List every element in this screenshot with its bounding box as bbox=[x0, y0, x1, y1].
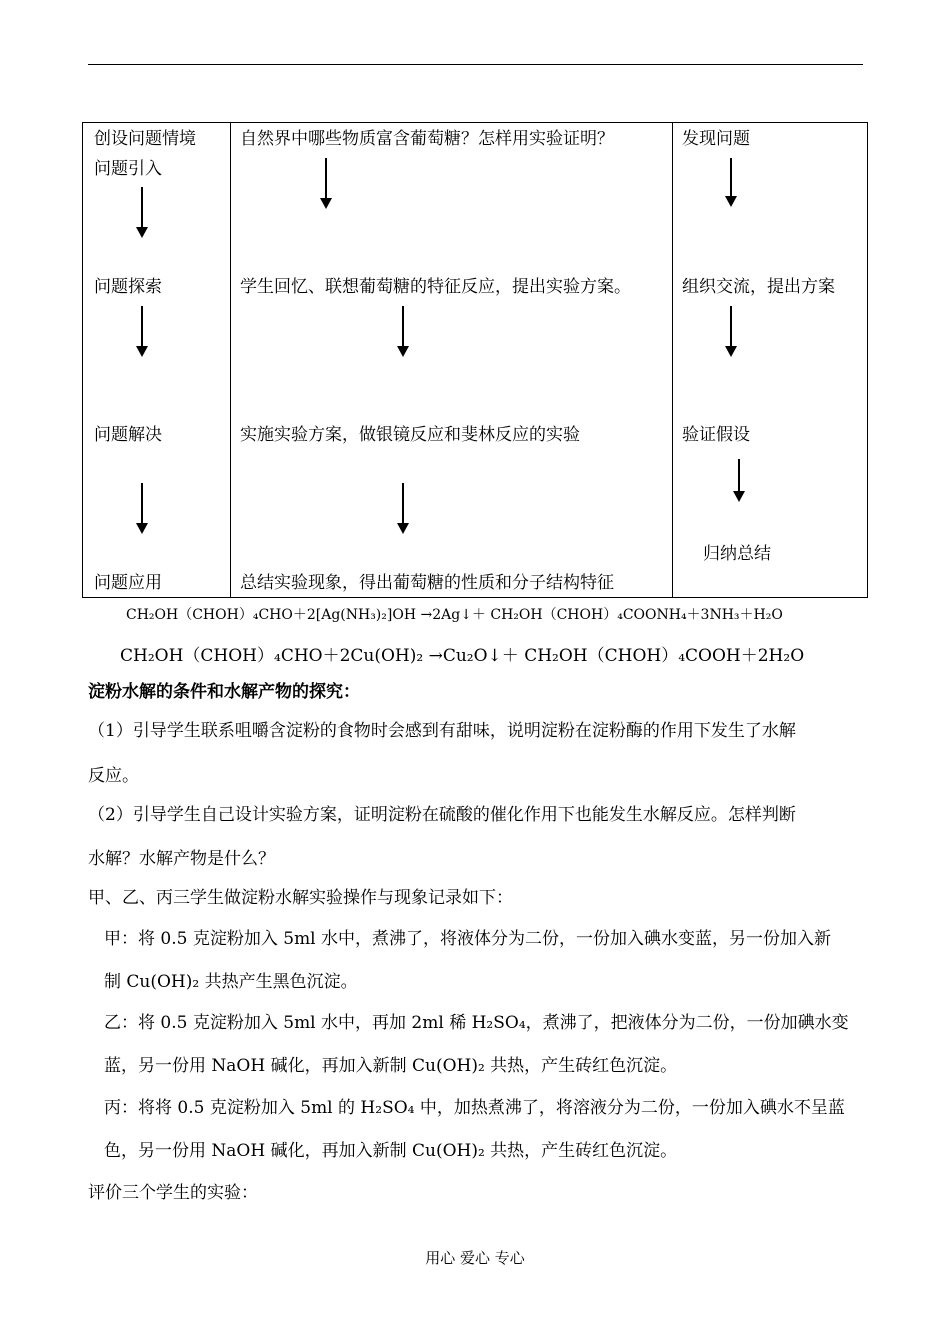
fehling-equation: CH₂OH（CHOH）₄CHO＋2Cu(OH)₂ →Cu₂O↓＋ CH₂OH（CHOH）₄COOH＋2H₂O bbox=[120, 646, 805, 666]
stage-label: 问题应用 bbox=[94, 573, 162, 593]
stage-label: 问题引入 bbox=[94, 159, 162, 179]
paragraph-line: 反应。 bbox=[88, 766, 139, 786]
paragraph-line: （1）引导学生联系咀嚼含淀粉的食物时会感到有甜味，说明淀粉在淀粉酶的作用下发生了水解 bbox=[88, 721, 796, 741]
paragraph-line: 水解？水解产物是什么？ bbox=[88, 849, 275, 869]
page-footer: 用心 爱心 专心 bbox=[425, 1249, 525, 1267]
activity-text: 自然界中哪些物质富含葡萄糖？怎样用实验证明？ bbox=[240, 129, 614, 149]
paragraph-line: 评价三个学生的实验： bbox=[88, 1183, 258, 1203]
activity-text: 学生回忆、联想葡萄糖的特征反应，提出实验方案。 bbox=[240, 277, 631, 297]
experiment-jia: 甲：将 0.5 克淀粉加入 5ml 水中，煮沸了，将液体分为二份，一份加入碘水变蓝，另一份加入新 bbox=[104, 929, 832, 949]
stage-label: 创设问题情境 bbox=[94, 129, 196, 149]
paragraph-line: （2）引导学生自己设计实验方案，证明淀粉在硫酸的催化作用下也能发生水解反应。怎样判断 bbox=[88, 805, 796, 825]
flowchart-table bbox=[82, 122, 868, 598]
purpose-text: 归纳总结 bbox=[703, 544, 771, 564]
purpose-text: 验证假设 bbox=[682, 425, 750, 445]
column-divider bbox=[672, 123, 673, 597]
section-heading: 淀粉水解的条件和水解产物的探究： bbox=[88, 682, 360, 702]
paragraph-line: 甲、乙、丙三学生做淀粉水解实验操作与现象记录如下： bbox=[88, 888, 513, 908]
activity-text: 总结实验现象，得出葡萄糖的性质和分子结构特征 bbox=[240, 573, 614, 593]
activity-text: 实施实验方案，做银镜反应和斐林反应的实验 bbox=[240, 425, 580, 445]
header-rule bbox=[88, 64, 863, 65]
experiment-bing: 色，另一份用 NaOH 碱化，再加入新制 Cu(OH)₂ 共热，产生砖红色沉淀。 bbox=[104, 1141, 678, 1161]
purpose-text: 发现问题 bbox=[682, 129, 750, 149]
silver-mirror-equation: CH₂OH（CHOH）₄CHO＋2[Ag(NH₃)₂]OH →2Ag↓＋ CH₂OH（CHOH）₄COONH₄＋3NH₃＋H₂O bbox=[126, 607, 783, 623]
experiment-jia: 制 Cu(OH)₂ 共热产生黑色沉淀。 bbox=[104, 972, 358, 992]
stage-label: 问题探索 bbox=[94, 277, 162, 297]
experiment-yi: 乙：将 0.5 克淀粉加入 5ml 水中，再加 2ml 稀 H₂SO₄，煮沸了，把液体分为二份，一份加碘水变 bbox=[104, 1013, 849, 1033]
experiment-bing: 丙：将将 0.5 克淀粉加入 5ml 的 H₂SO₄ 中，加热煮沸了，将溶液分为二份，一份加入碘水不呈蓝 bbox=[104, 1098, 845, 1118]
experiment-yi: 蓝，另一份用 NaOH 碱化，再加入新制 Cu(OH)₂ 共热，产生砖红色沉淀。 bbox=[104, 1056, 678, 1076]
column-divider bbox=[230, 123, 231, 597]
purpose-text: 组织交流，提出方案 bbox=[682, 277, 835, 297]
stage-label: 问题解决 bbox=[94, 425, 162, 445]
